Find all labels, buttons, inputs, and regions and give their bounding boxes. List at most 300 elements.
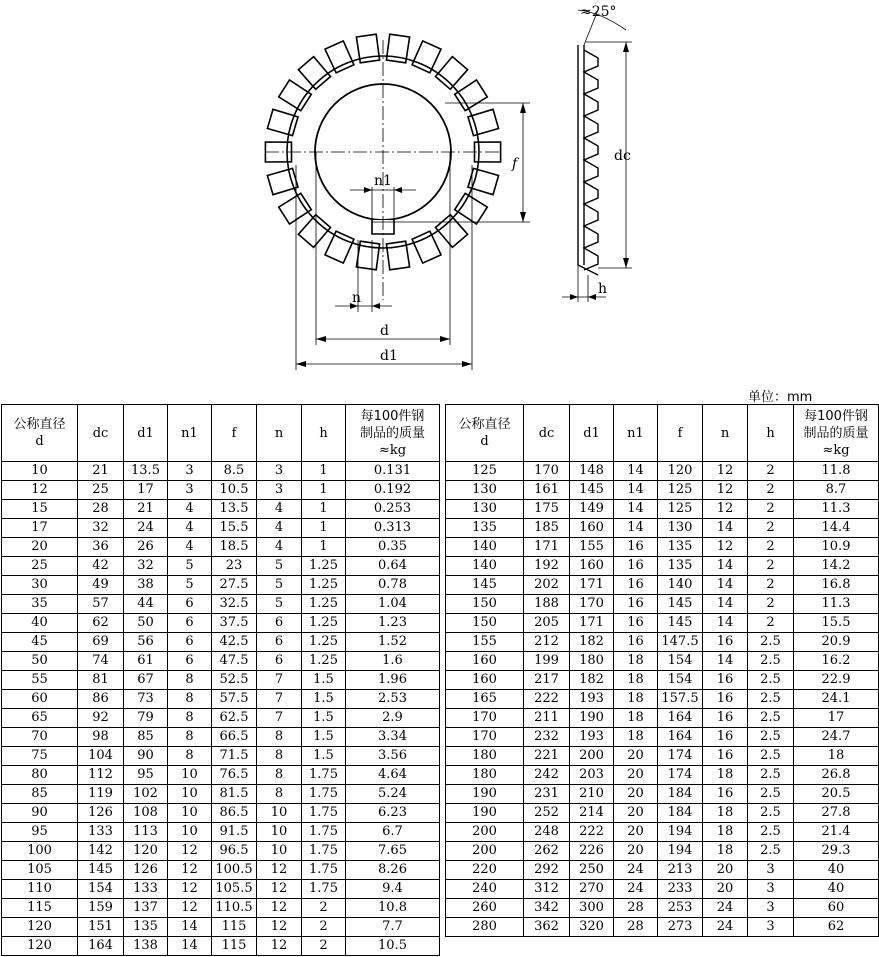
cell-mass: 7.65 <box>346 842 440 861</box>
cell-d: 260 <box>446 899 524 918</box>
cell-n: 6 <box>257 652 302 671</box>
cell-dc: 212 <box>524 633 570 652</box>
cell-mass: 21.4 <box>794 823 879 842</box>
cell-h: 1.75 <box>302 880 346 899</box>
cell-n1: 14 <box>614 481 658 500</box>
cell-f: 57.5 <box>212 690 257 709</box>
cell-f: 147.5 <box>658 633 703 652</box>
table-row <box>2 785 440 804</box>
cell-h: 1.5 <box>302 728 346 747</box>
cell-f: 164 <box>658 728 703 747</box>
cell-h: 1.75 <box>302 766 346 785</box>
washer-drawing-svg <box>0 0 879 395</box>
table-row <box>446 481 879 500</box>
cell-dc: 119 <box>78 785 124 804</box>
table-row <box>446 538 879 557</box>
cell-n1: 6 <box>168 614 212 633</box>
cell-f: 174 <box>658 747 703 766</box>
header-nominal-d-cn: 公称直径 <box>13 417 66 432</box>
table-row <box>2 519 440 538</box>
cell-h: 1.25 <box>302 652 346 671</box>
table-row <box>446 747 879 766</box>
cell-mass: 5.24 <box>346 785 440 804</box>
cell-n1: 8 <box>168 690 212 709</box>
cell-dc: 252 <box>524 804 570 823</box>
cell-dc: 262 <box>524 842 570 861</box>
cell-f: 154 <box>658 671 703 690</box>
cell-mass: 22.9 <box>794 671 879 690</box>
cell-d: 125 <box>446 462 524 481</box>
cell-n1: 14 <box>614 500 658 519</box>
table-row <box>446 766 879 785</box>
header-f: f <box>212 405 257 462</box>
arrow-f-top <box>520 103 526 113</box>
cell-mass: 0.313 <box>346 519 440 538</box>
cell-n1: 10 <box>168 823 212 842</box>
cell-h: 2 <box>748 595 794 614</box>
cell-d1: 32 <box>124 557 168 576</box>
cell-h: 1.5 <box>302 690 346 709</box>
cell-f: 115 <box>212 918 257 937</box>
cell-n: 18 <box>703 823 748 842</box>
table-row <box>2 804 440 823</box>
label-dc: dc <box>614 148 631 164</box>
cell-mass: 7.7 <box>346 918 440 937</box>
cell-d: 280 <box>446 918 524 937</box>
cell-dc: 32 <box>78 519 124 538</box>
table-row <box>446 614 879 633</box>
cell-n1: 16 <box>614 633 658 652</box>
cell-n1: 24 <box>614 880 658 899</box>
header-mass-line2: 制品的质量 <box>359 425 425 441</box>
cell-d1: 300 <box>570 899 614 918</box>
table-row <box>2 766 440 785</box>
table-row <box>446 652 879 671</box>
cell-n1: 4 <box>168 519 212 538</box>
cell-d1: 170 <box>570 595 614 614</box>
cell-mass: 1.52 <box>346 633 440 652</box>
header-mass <box>346 405 440 462</box>
cell-d1: 222 <box>570 823 614 842</box>
cell-n: 12 <box>257 899 302 918</box>
cell-n1: 14 <box>614 462 658 481</box>
cell-dc: 171 <box>524 538 570 557</box>
table-header-row <box>2 405 440 462</box>
cell-mass: 24.1 <box>794 690 879 709</box>
cell-f: 52.5 <box>212 671 257 690</box>
cell-dc: 159 <box>78 899 124 918</box>
cell-f: 125 <box>658 481 703 500</box>
cell-dc: 36 <box>78 538 124 557</box>
cell-dc: 92 <box>78 709 124 728</box>
cell-n1: 20 <box>614 823 658 842</box>
cell-d: 115 <box>2 899 78 918</box>
cell-dc: 170 <box>524 462 570 481</box>
header-mass <box>794 405 879 462</box>
cell-mass: 6.7 <box>346 823 440 842</box>
cell-d1: 135 <box>124 918 168 937</box>
table-row <box>446 823 879 842</box>
header-nominal-d-cn: 公称直径 <box>458 417 511 432</box>
cell-d1: 26 <box>124 538 168 557</box>
cell-f: 135 <box>658 538 703 557</box>
cell-n: 12 <box>257 880 302 899</box>
cell-mass: 29.3 <box>794 842 879 861</box>
cell-d1: 320 <box>570 918 614 937</box>
cell-d1: 133 <box>124 880 168 899</box>
washer-tooth <box>267 109 298 135</box>
cell-d1: 44 <box>124 595 168 614</box>
table-row <box>446 557 879 576</box>
cell-h: 2.5 <box>748 747 794 766</box>
cell-h: 1.5 <box>302 671 346 690</box>
cell-n1: 16 <box>614 595 658 614</box>
cell-mass: 40 <box>794 861 879 880</box>
cell-n: 12 <box>703 500 748 519</box>
washer-tooth <box>412 41 441 73</box>
cell-f: 213 <box>658 861 703 880</box>
cell-d: 190 <box>446 785 524 804</box>
cell-f: 154 <box>658 652 703 671</box>
cell-n: 16 <box>703 709 748 728</box>
cell-d: 105 <box>2 861 78 880</box>
table-row <box>2 880 440 899</box>
cell-d: 160 <box>446 671 524 690</box>
cell-d: 60 <box>2 690 78 709</box>
header-n1: n1 <box>168 405 212 462</box>
cell-h: 1 <box>302 462 346 481</box>
cell-dc: 362 <box>524 918 570 937</box>
cell-n: 18 <box>703 804 748 823</box>
cell-f: 184 <box>658 785 703 804</box>
cell-mass: 1.04 <box>346 595 440 614</box>
cell-d1: 138 <box>124 937 168 956</box>
cell-d: 130 <box>446 481 524 500</box>
label-h: h <box>598 281 608 297</box>
cell-h: 1.25 <box>302 576 346 595</box>
cell-d: 140 <box>446 557 524 576</box>
cell-n: 16 <box>703 690 748 709</box>
cell-d1: 17 <box>124 481 168 500</box>
cell-mass: 1.6 <box>346 652 440 671</box>
cell-d: 180 <box>446 747 524 766</box>
cell-dc: 62 <box>78 614 124 633</box>
cell-f: 253 <box>658 899 703 918</box>
cell-h: 1.25 <box>302 614 346 633</box>
cell-f: 115 <box>212 937 257 956</box>
table-row <box>2 861 440 880</box>
table-row <box>2 823 440 842</box>
cell-f: 62.5 <box>212 709 257 728</box>
arrow-d1-left <box>296 361 306 367</box>
cell-h: 3 <box>748 880 794 899</box>
cell-mass: 40 <box>794 880 879 899</box>
cell-n1: 20 <box>614 785 658 804</box>
cell-h: 1.75 <box>302 785 346 804</box>
cell-f: 66.5 <box>212 728 257 747</box>
cell-d1: 203 <box>570 766 614 785</box>
cell-dc: 217 <box>524 671 570 690</box>
cell-d: 50 <box>2 652 78 671</box>
cell-d1: 21 <box>124 500 168 519</box>
cell-f: 105.5 <box>212 880 257 899</box>
table-row <box>446 899 879 918</box>
label-f: f <box>512 156 518 172</box>
cell-n: 7 <box>257 709 302 728</box>
cell-h: 3 <box>748 899 794 918</box>
cell-n1: 3 <box>168 481 212 500</box>
cell-n1: 4 <box>168 500 212 519</box>
cell-n: 14 <box>703 557 748 576</box>
cell-h: 1.75 <box>302 804 346 823</box>
washer-tooth <box>267 168 298 194</box>
cell-n: 16 <box>703 747 748 766</box>
cell-h: 1.75 <box>302 823 346 842</box>
cell-dc: 81 <box>78 671 124 690</box>
washer-drawing <box>0 0 879 395</box>
table-body-right <box>446 462 879 937</box>
cell-d: 70 <box>2 728 78 747</box>
cell-f: 100.5 <box>212 861 257 880</box>
cell-d: 110 <box>2 880 78 899</box>
table-header-row <box>446 405 879 462</box>
cell-h: 2.5 <box>748 690 794 709</box>
cell-d1: 73 <box>124 690 168 709</box>
table-row <box>446 728 879 747</box>
cell-h: 2.5 <box>748 785 794 804</box>
cell-f: 37.5 <box>212 614 257 633</box>
table-row <box>446 519 879 538</box>
cell-n: 12 <box>703 538 748 557</box>
table-row <box>2 747 440 766</box>
cell-d1: 193 <box>570 728 614 747</box>
cell-d1: 149 <box>570 500 614 519</box>
cell-d1: 90 <box>124 747 168 766</box>
cell-n1: 8 <box>168 747 212 766</box>
header-f: f <box>658 405 703 462</box>
cell-dc: 222 <box>524 690 570 709</box>
header-mass-line3: ≈kg <box>822 442 850 458</box>
table-row <box>2 918 440 937</box>
table-row <box>2 633 440 652</box>
header-h: h <box>748 405 794 462</box>
header-d1: d1 <box>124 405 168 462</box>
cell-d1: 79 <box>124 709 168 728</box>
cell-d: 25 <box>2 557 78 576</box>
cell-d1: 108 <box>124 804 168 823</box>
cell-dc: 292 <box>524 861 570 880</box>
cell-dc: 211 <box>524 709 570 728</box>
table-row <box>446 671 879 690</box>
cell-n1: 5 <box>168 557 212 576</box>
cell-d1: 126 <box>124 861 168 880</box>
table-row <box>2 481 440 500</box>
cell-n: 8 <box>257 785 302 804</box>
arrow-d1-right <box>462 361 472 367</box>
header-n1: n1 <box>614 405 658 462</box>
cell-mass: 17 <box>794 709 879 728</box>
cell-n1: 20 <box>614 747 658 766</box>
cell-d: 130 <box>446 500 524 519</box>
cell-f: 125 <box>658 500 703 519</box>
cell-f: 194 <box>658 842 703 861</box>
cell-mass: 0.131 <box>346 462 440 481</box>
cell-dc: 231 <box>524 785 570 804</box>
cell-h: 2.5 <box>748 804 794 823</box>
arrow-d-right <box>440 336 450 342</box>
cell-n: 5 <box>257 557 302 576</box>
cell-h: 2 <box>748 557 794 576</box>
cell-h: 2.5 <box>748 652 794 671</box>
cell-d: 140 <box>446 538 524 557</box>
cell-d: 35 <box>2 595 78 614</box>
label-angle: ≈25° <box>580 4 617 20</box>
cell-n1: 18 <box>614 728 658 747</box>
cell-n1: 24 <box>614 861 658 880</box>
table-row <box>446 804 879 823</box>
cell-n1: 16 <box>614 557 658 576</box>
cell-mass: 11.3 <box>794 595 879 614</box>
cell-d1: 160 <box>570 557 614 576</box>
cell-d1: 24 <box>124 519 168 538</box>
cell-n: 12 <box>257 918 302 937</box>
cell-dc: 98 <box>78 728 124 747</box>
cell-n1: 10 <box>168 766 212 785</box>
cell-d: 80 <box>2 766 78 785</box>
table-row <box>2 595 440 614</box>
cell-d: 85 <box>2 785 78 804</box>
cell-mass: 60 <box>794 899 879 918</box>
label-n1: n1 <box>374 173 392 189</box>
cell-h: 1.25 <box>302 633 346 652</box>
cell-dc: 188 <box>524 595 570 614</box>
cell-n1: 10 <box>168 804 212 823</box>
table-row <box>446 690 879 709</box>
table-row <box>2 899 440 918</box>
cell-d: 160 <box>446 652 524 671</box>
cell-mass: 8.7 <box>794 481 879 500</box>
cell-d1: 50 <box>124 614 168 633</box>
cell-f: 120 <box>658 462 703 481</box>
cell-d1: 145 <box>570 481 614 500</box>
cell-d: 90 <box>2 804 78 823</box>
cell-h: 2.5 <box>748 823 794 842</box>
cell-n: 16 <box>703 671 748 690</box>
cell-d: 55 <box>2 671 78 690</box>
cell-n: 8 <box>257 747 302 766</box>
cell-mass: 0.64 <box>346 557 440 576</box>
cell-d: 10 <box>2 462 78 481</box>
cell-d1: 171 <box>570 614 614 633</box>
header-nominal-d <box>2 405 78 462</box>
cell-mass: 3.34 <box>346 728 440 747</box>
cell-n: 12 <box>257 937 302 956</box>
cell-dc: 151 <box>78 918 124 937</box>
cell-n: 3 <box>257 481 302 500</box>
cell-d: 15 <box>2 500 78 519</box>
cell-n1: 28 <box>614 918 658 937</box>
cell-dc: 142 <box>78 842 124 861</box>
cell-n1: 12 <box>168 842 212 861</box>
cell-n1: 4 <box>168 538 212 557</box>
cell-n: 18 <box>703 766 748 785</box>
cell-dc: 28 <box>78 500 124 519</box>
cell-f: 273 <box>658 918 703 937</box>
cell-d: 220 <box>446 861 524 880</box>
cell-n1: 6 <box>168 595 212 614</box>
unit-label: 单位：mm <box>748 390 813 405</box>
table-row <box>446 918 879 937</box>
cell-dc: 202 <box>524 576 570 595</box>
cell-d: 145 <box>446 576 524 595</box>
cell-n: 4 <box>257 538 302 557</box>
header-mass-line1: 每100件钢 <box>804 408 868 424</box>
cell-n1: 6 <box>168 633 212 652</box>
washer-tooth <box>468 109 499 135</box>
cell-d1: 113 <box>124 823 168 842</box>
table-row <box>446 785 879 804</box>
cell-h: 3 <box>748 918 794 937</box>
cell-n: 18 <box>703 842 748 861</box>
cell-h: 2 <box>302 937 346 956</box>
cell-d: 170 <box>446 709 524 728</box>
cell-h: 2 <box>302 918 346 937</box>
cell-dc: 21 <box>78 462 124 481</box>
cell-dc: 25 <box>78 481 124 500</box>
cell-n: 14 <box>703 595 748 614</box>
cell-h: 2 <box>748 481 794 500</box>
cell-n: 10 <box>257 842 302 861</box>
cell-d1: 200 <box>570 747 614 766</box>
cell-dc: 175 <box>524 500 570 519</box>
cell-mass: 1.96 <box>346 671 440 690</box>
cell-n: 16 <box>703 728 748 747</box>
cell-f: 164 <box>658 709 703 728</box>
table-row <box>2 557 440 576</box>
table-row <box>446 462 879 481</box>
cell-n1: 16 <box>614 614 658 633</box>
cell-dc: 199 <box>524 652 570 671</box>
cell-h: 3 <box>748 861 794 880</box>
cell-f: 10.5 <box>212 481 257 500</box>
cell-d1: 190 <box>570 709 614 728</box>
cell-dc: 312 <box>524 880 570 899</box>
table-row <box>2 937 440 956</box>
cell-f: 194 <box>658 823 703 842</box>
cell-n: 24 <box>703 918 748 937</box>
header-dc: dc <box>78 405 124 462</box>
cell-d: 155 <box>446 633 524 652</box>
cell-n1: 8 <box>168 709 212 728</box>
cell-d1: 214 <box>570 804 614 823</box>
label-d1: d1 <box>380 348 398 364</box>
cell-f: 8.5 <box>212 462 257 481</box>
table-row <box>446 861 879 880</box>
cell-mass: 3.56 <box>346 747 440 766</box>
table-row <box>2 614 440 633</box>
cell-f: 157.5 <box>658 690 703 709</box>
cell-n: 16 <box>703 633 748 652</box>
cell-mass: 11.8 <box>794 462 879 481</box>
cell-f: 130 <box>658 519 703 538</box>
cell-h: 2 <box>748 576 794 595</box>
cell-d1: 120 <box>124 842 168 861</box>
cell-n: 5 <box>257 595 302 614</box>
cell-h: 2.5 <box>748 633 794 652</box>
cell-f: 47.5 <box>212 652 257 671</box>
cell-dc: 145 <box>78 861 124 880</box>
cell-d1: 180 <box>570 652 614 671</box>
